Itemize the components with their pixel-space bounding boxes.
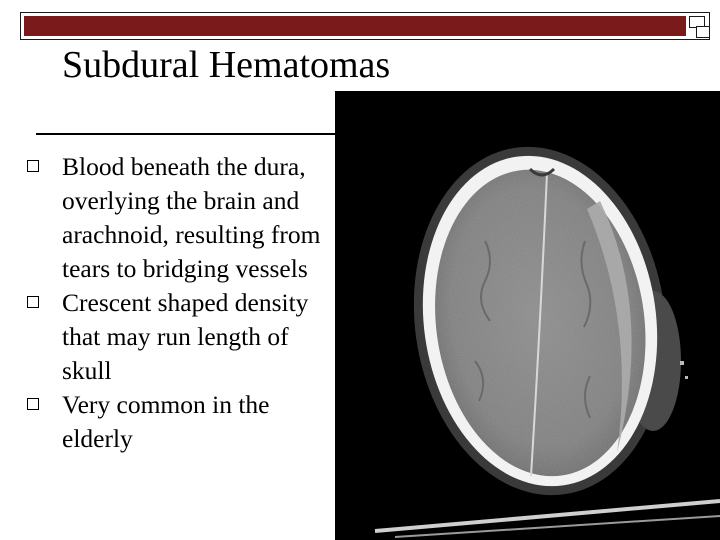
ct-scan-illustration [335, 91, 720, 540]
slide-title: Subdural Hematomas [62, 44, 391, 86]
title-underline [36, 133, 336, 135]
top-bar-accent [24, 16, 686, 36]
hollow-square-bullet-icon [27, 398, 39, 410]
bullet-text: Crescent shaped density that may run length of skull [62, 288, 309, 385]
bullet-item [0, 388, 330, 456]
top-decorative-bar [20, 12, 710, 40]
bullet-text: Blood beneath the dura, overlying the brain and arachnoid, resulting from tears to bridging vessels [62, 152, 321, 283]
corner-square-decoration [696, 26, 710, 38]
ct-scan-image [335, 91, 720, 540]
bullet-item [0, 150, 330, 286]
hollow-square-bullet-icon [27, 296, 39, 308]
hollow-square-bullet-icon [27, 160, 39, 172]
bullet-text: Very common in the elderly [62, 390, 270, 453]
bullet-item [0, 286, 330, 388]
bullet-list [0, 150, 330, 456]
